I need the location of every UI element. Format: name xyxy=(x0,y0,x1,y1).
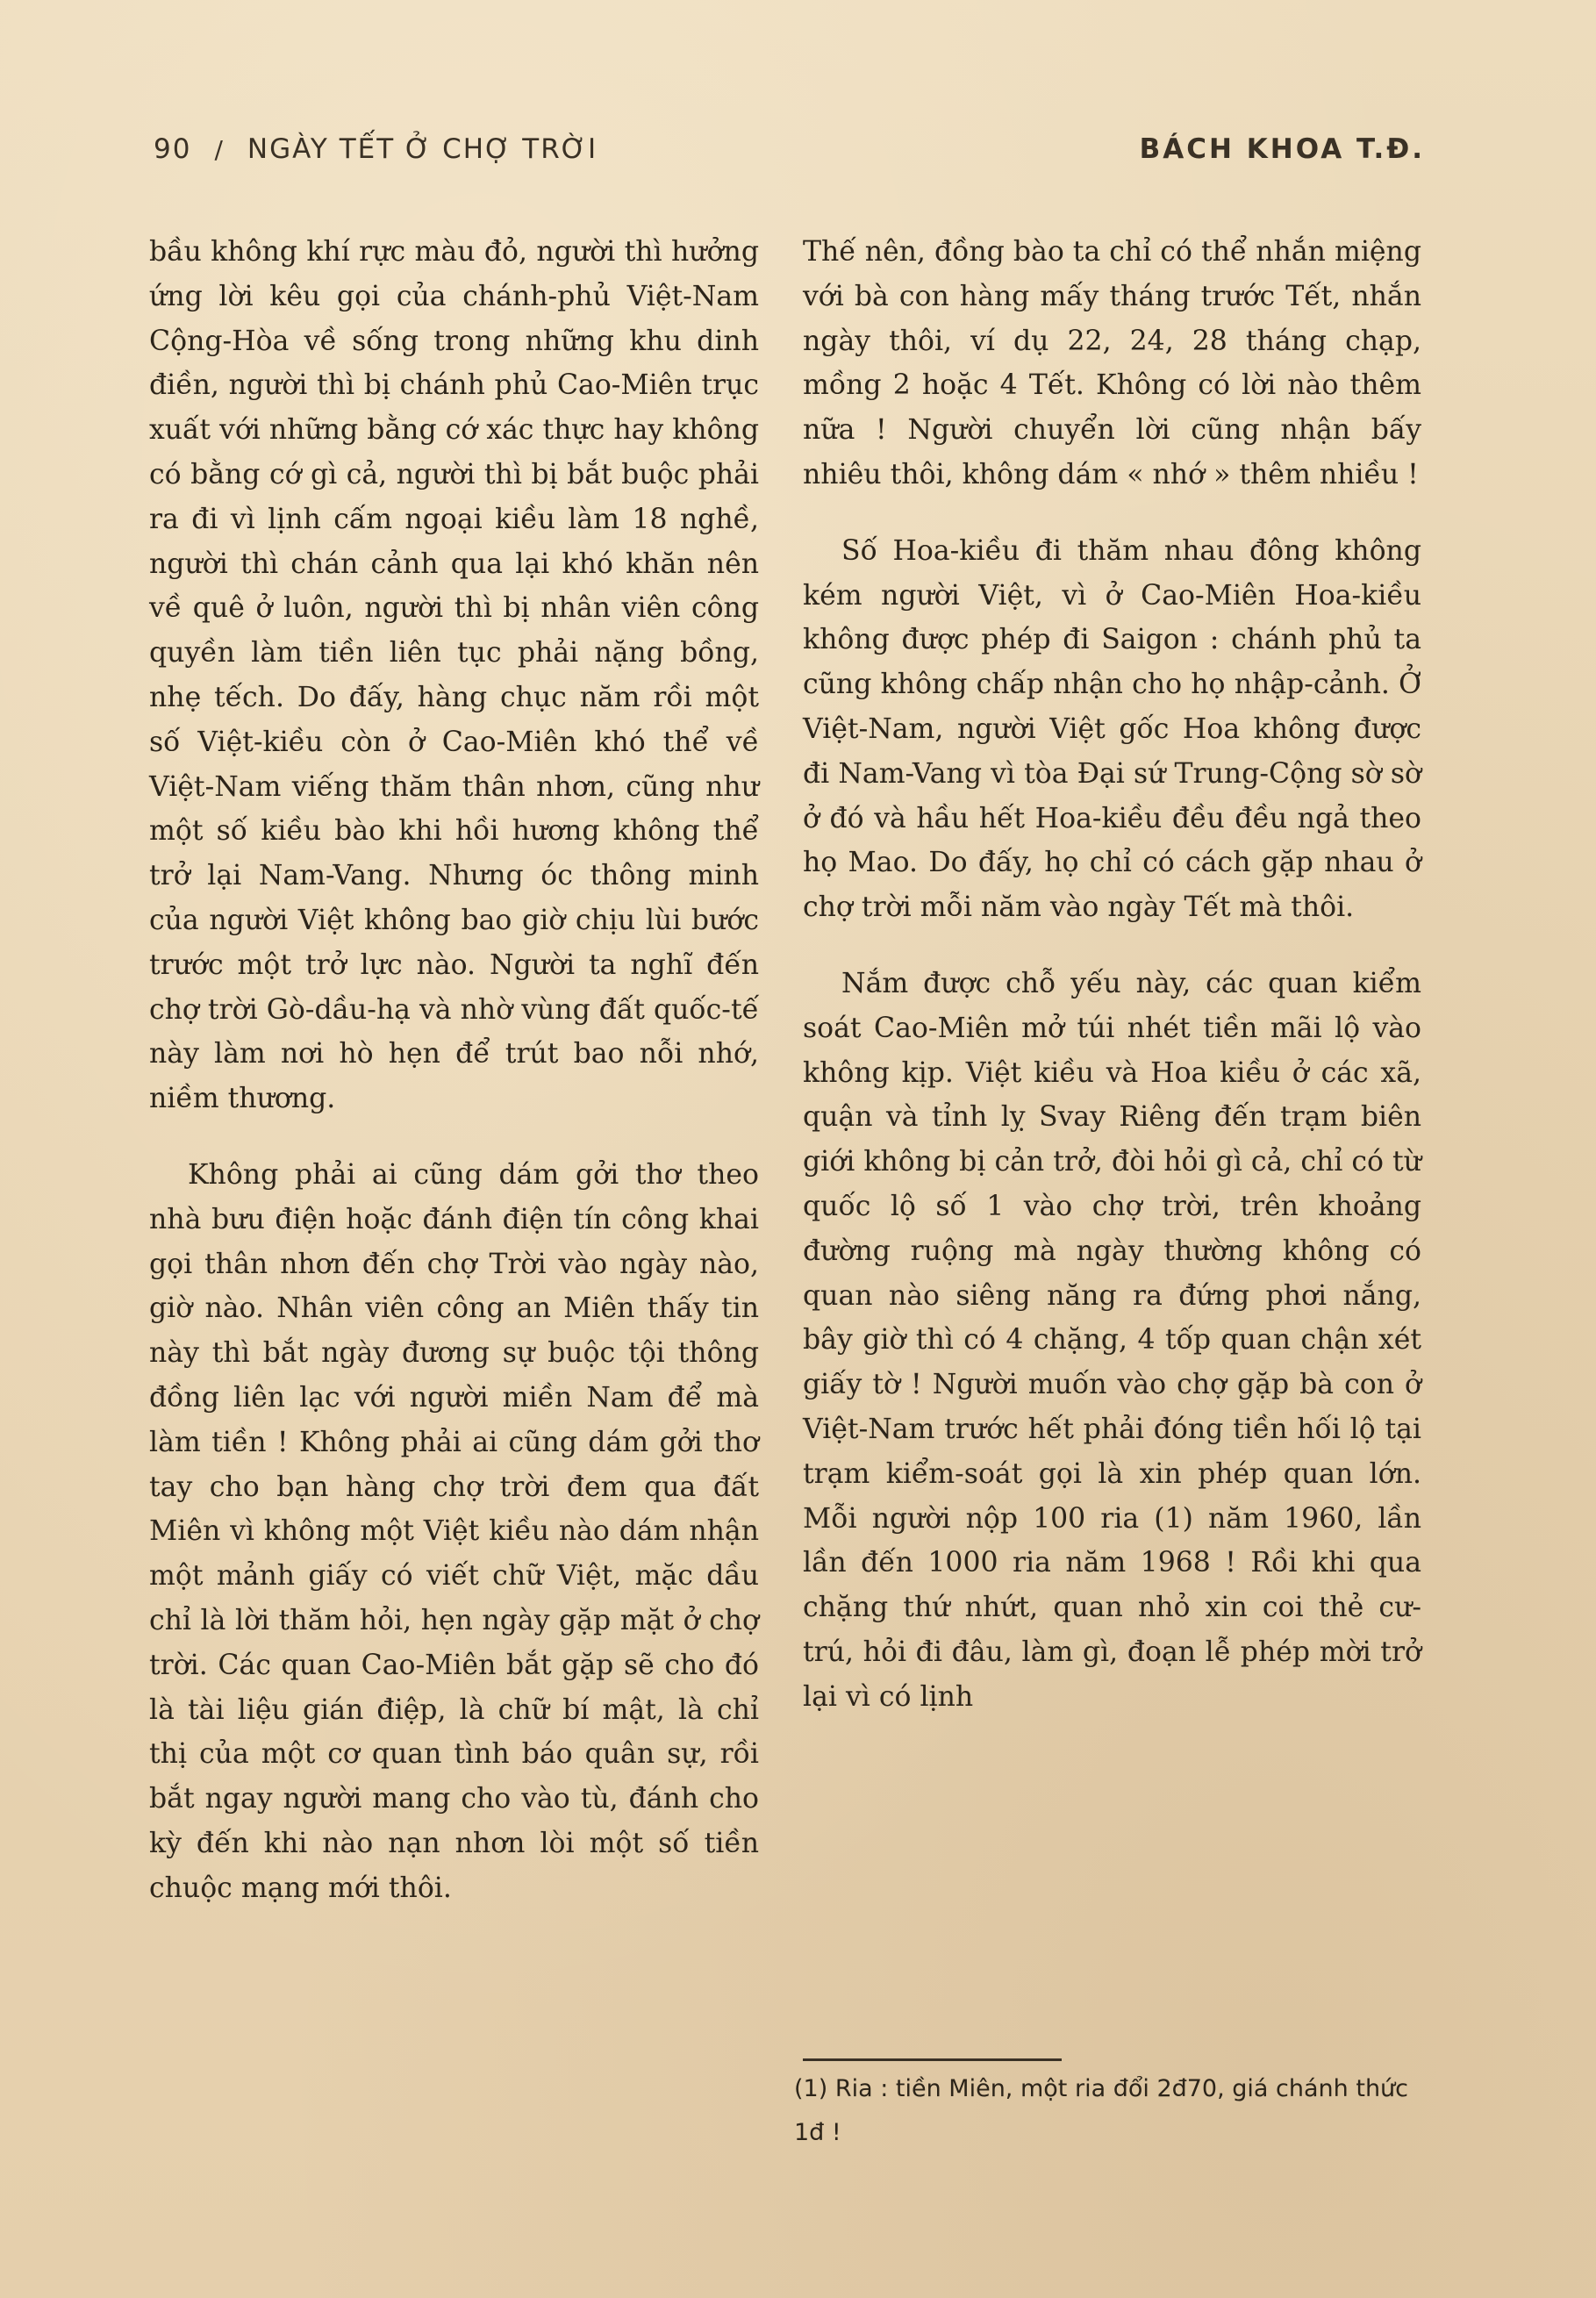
running-header xyxy=(154,125,1425,174)
left-paragraph-1: bầu không khí rực màu đỏ, người thì hưởng ứng lời kêu gọi của chánh-phủ Việt-Nam Cộng-Hòa về sống trong những khu dinh điền, người thì bị chánh phủ Cao-Miên trục xuất với những bằng cớ xác thực hay không có bằng cớ gì cả, người thì bị bắt buộc phải ra đi vì lịnh cấm ngoại kiều làm 18 nghề, người thì chán cảnh qua lại khó khăn nên về quê ở luôn, người thì bị nhân viên công quyền làm tiền liên tục phải nặng bồng, nhẹ tếch. Do đấy, hàng chục năm rồi một số Việt-kiều còn ở Cao-Miên khó thể về Việt-Nam viếng thăm thân nhơn, cũng như một số kiều bào khi hồi hương không thể trở lại Nam-Vang. Nhưng óc thông minh của người Việt không bao giờ chịu lùi bước trước một trở lực nào. Người ta nghĩ đến chợ trời Gò-dầu-hạ và nhờ vùng đất quốc-tế này làm nơi hò hẹn để trút bao nỗi nhớ, niềm thương. xyxy=(149,236,759,1115)
footnote: (1) Ria : tiền Miên, một ria đổi 2đ70, giá chánh thức 1đ ! xyxy=(794,2075,1409,2146)
article-title: NGÀY TẾT Ở CHỢ TRỜI xyxy=(247,133,598,165)
right-column xyxy=(803,230,1421,1720)
right-paragraph-2: Số Hoa-kiều đi thăm nhau đông không kém người Việt, vì ở Cao-Miên Hoa-kiều không được phép đi Saigon : chánh phủ ta cũng không chấp nhận cho họ nhập-cảnh. Ở Việt-Nam, người Việt gốc Hoa không được đi Nam-Vang vì tòa Đại sứ Trung-Cộng sờ sờ ở đó và hầu hết Hoa-kiều đều đều ngả theo họ Mao. Do đấy, họ chỉ có cách gặp nhau ở chợ trời mỗi năm vào ngày Tết mà thôi. xyxy=(803,534,1421,924)
page-number: 90 xyxy=(154,133,192,165)
right-paragraph-1: Thế nên, đồng bào ta chỉ có thể nhắn miệng với bà con hàng mấy tháng trước Tết, nhắn ngày thôi, ví dụ 22, 24, 28 tháng chạp, mồng 2 hoặc 4 Tết. Không có lời nào thêm nữa ! Người chuyển lời cũng nhận bấy nhiêu thôi, không dám « nhớ » thêm nhiều ! xyxy=(803,236,1421,490)
right-paragraph-3: Nắm được chỗ yếu này, các quan kiểm soát Cao-Miên mở túi nhét tiền mãi lộ vào không kịp. Việt kiều và Hoa kiều ở các xã, quận và tỉnh lỵ Svay Riêng đến trạm biên giới không bị cản trở, đòi hỏi gì cả, chỉ có từ quốc lộ số 1 vào chợ trời, trên khoảng đường ruộng mà ngày thường không có quan nào siêng năng ra đứng phơi nắng, bây giờ thì có 4 chặng, 4 tốp quan chận xét giấy tờ ! Người muốn vào chợ gặp bà con ở Việt-Nam trước hết phải đóng tiền hối lộ tại trạm kiểm-soát gọi là xin phép quan lớn. Mỗi người nộp 100 ria (1) năm 1960, lần lần đến 1000 ria năm 1968 ! Rồi khi qua chặng thứ nhứt, quan nhỏ xin coi thẻ cư-trú, hỏi đi đâu, làm gì, đoạn lễ phép mời trở lại vì có lịnh xyxy=(803,967,1421,1713)
left-column xyxy=(149,230,759,1910)
header-separator: / xyxy=(214,134,225,164)
header-left xyxy=(154,133,598,165)
left-paragraph-2: Không phải ai cũng dám gởi thơ theo nhà bưu điện hoặc đánh điện tín công khai gọi thân nhơn đến chợ Trời vào ngày nào, giờ nào. Nhân viên công an Miên thấy tin này thì bắt ngày đương sự buộc tội thông đồng liên lạc với người miền Nam để mà làm tiền ! Không phải ai cũng dám gởi thơ tay cho bạn hàng chợ trời đem qua đất Miên vì không một Việt kiều nào dám nhận một mảnh giấy có viết chữ Việt, mặc dầu chỉ là lời thăm hỏi, hẹn ngày gặp mặt ở chợ trời. Các quan Cao-Miên bắt gặp sẽ cho đó là tài liệu gián điệp, là chữ bí mật, là chỉ thị của một cơ quan tình báo quân sự, rồi bắt ngay người mang cho vào tù, đánh cho kỳ đến khi nào nạn nhơn lòi một số tiền chuộc mạng mới thôi. xyxy=(149,1158,759,1904)
footnote-rule xyxy=(803,2058,1062,2061)
publication-name: BÁCH KHOA T.Đ. xyxy=(1139,133,1425,165)
